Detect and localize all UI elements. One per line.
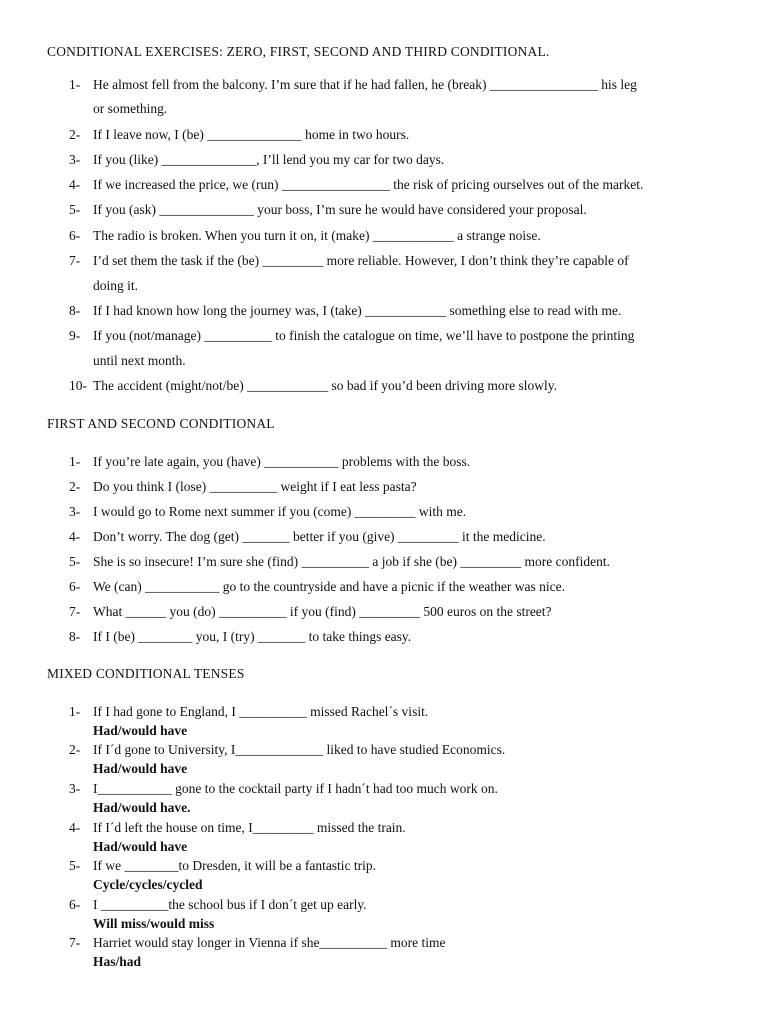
exercise-text: We (can) ___________ go to the countryside and have a picnic if the weather was nice. bbox=[93, 579, 565, 594]
answer-options: Will miss/would miss bbox=[93, 916, 215, 931]
exercise-number: 9- bbox=[69, 328, 81, 343]
exercise-number: 6- bbox=[69, 228, 81, 243]
exercise-number: 2- bbox=[69, 742, 81, 757]
exercise-number: 7- bbox=[69, 604, 81, 619]
exercise-text: If I´d gone to University, I_____________ liked to have studied Economics. bbox=[93, 742, 506, 757]
exercise-text: If I (be) ________ you, I (try) _______ to take things easy. bbox=[93, 629, 412, 644]
exercise-number: 8- bbox=[69, 629, 81, 644]
exercise-number: 4- bbox=[69, 177, 81, 192]
exercise-text: If you (ask) ______________ your boss, I’m sure he would have considered your proposal. bbox=[93, 202, 587, 217]
section-title-mixed: MIXED CONDITIONAL TENSES bbox=[47, 666, 245, 681]
exercise-text: Don’t worry. The dog (get) _______ better if you (give) _________ it the medicine. bbox=[93, 529, 546, 544]
exercise-number: 2- bbox=[69, 479, 81, 494]
exercise-text: The accident (might/not/be) ____________ so bad if you’d been driving more slowly. bbox=[93, 378, 558, 393]
exercise-number: 5- bbox=[69, 202, 81, 217]
exercise-number: 4- bbox=[69, 820, 81, 835]
section-title-first-second: FIRST AND SECOND CONDITIONAL bbox=[47, 416, 275, 431]
exercise-text: If we ________to Dresden, it will be a fantastic trip. bbox=[93, 858, 377, 873]
exercise-number: 6- bbox=[69, 579, 81, 594]
exercise-number: 4- bbox=[69, 529, 81, 544]
exercise-text: If I had known how long the journey was, I (take) ____________ something else to read with me. bbox=[93, 303, 622, 318]
exercise-text: If I´d left the house on time, I_________ missed the train. bbox=[93, 820, 406, 835]
exercise-text: Do you think I (lose) __________ weight if I eat less pasta? bbox=[93, 479, 417, 494]
exercise-text: If you (like) ______________, I’ll lend you my car for two days. bbox=[93, 152, 445, 167]
exercise-text: If you (not/manage) __________ to finish the catalogue on time, we’ll have to postpone the printing bbox=[93, 328, 635, 343]
exercise-text: or something. bbox=[93, 101, 168, 116]
section-title-conditionals: CONDITIONAL EXERCISES: ZERO, FIRST, SECOND AND THIRD CONDITIONAL. bbox=[47, 44, 550, 59]
exercise-number: 3- bbox=[69, 152, 81, 167]
answer-options: Cycle/cycles/cycled bbox=[93, 877, 203, 892]
exercise-text: If I leave now, I (be) ______________ home in two hours. bbox=[93, 127, 410, 142]
exercise-number: 8- bbox=[69, 303, 81, 318]
exercise-number: 6- bbox=[69, 897, 81, 912]
exercise-text: If I had gone to England, I __________ missed Rachel´s visit. bbox=[93, 704, 429, 719]
exercise-text: I __________the school bus if I don´t get up early. bbox=[93, 897, 367, 912]
exercise-number: 10- bbox=[69, 378, 87, 393]
exercise-text: If we increased the price, we (run) ________________ the risk of pricing ourselves out of the market. bbox=[93, 177, 644, 192]
answer-options: Had/would have bbox=[93, 839, 188, 854]
answer-options: Had/would have bbox=[93, 723, 188, 738]
answer-options: Had/would have bbox=[93, 761, 188, 776]
exercise-number: 3- bbox=[69, 781, 81, 796]
exercise-number: 1- bbox=[69, 77, 81, 92]
exercise-text: I’d set them the task if the (be) _________ more reliable. However, I don’t think they’re capable of bbox=[93, 253, 629, 268]
exercise-number: 3- bbox=[69, 504, 81, 519]
exercise-number: 5- bbox=[69, 858, 81, 873]
exercise-text: I would go to Rome next summer if you (come) _________ with me. bbox=[93, 504, 467, 519]
exercise-text: doing it. bbox=[93, 278, 139, 293]
exercise-number: 7- bbox=[69, 253, 81, 268]
exercise-text: The radio is broken. When you turn it on, it (make) ____________ a strange noise. bbox=[93, 228, 541, 243]
answer-options: Had/would have. bbox=[93, 800, 191, 815]
exercise-text: I___________ gone to the cocktail party if I hadn´t had too much work on. bbox=[93, 781, 498, 796]
exercise-number: 1- bbox=[69, 704, 81, 719]
answer-options: Has/had bbox=[93, 954, 142, 969]
exercise-text: What ______ you (do) __________ if you (find) _________ 500 euros on the street? bbox=[93, 604, 552, 619]
exercise-number: 5- bbox=[69, 554, 81, 569]
exercise-text: Harriet would stay longer in Vienna if she__________ more time bbox=[93, 935, 446, 950]
exercise-text: If you’re late again, you (have) ___________ problems with the boss. bbox=[93, 454, 471, 469]
exercise-number: 1- bbox=[69, 454, 81, 469]
exercise-number: 2- bbox=[69, 127, 81, 142]
exercise-text: She is so insecure! I’m sure she (find) __________ a job if she (be) _________ more confident. bbox=[93, 554, 611, 569]
exercise-text: until next month. bbox=[93, 353, 186, 368]
exercise-text: He almost fell from the balcony. I’m sure that if he had fallen, he (break) ________________ his leg bbox=[93, 77, 637, 92]
exercise-number: 7- bbox=[69, 935, 81, 950]
